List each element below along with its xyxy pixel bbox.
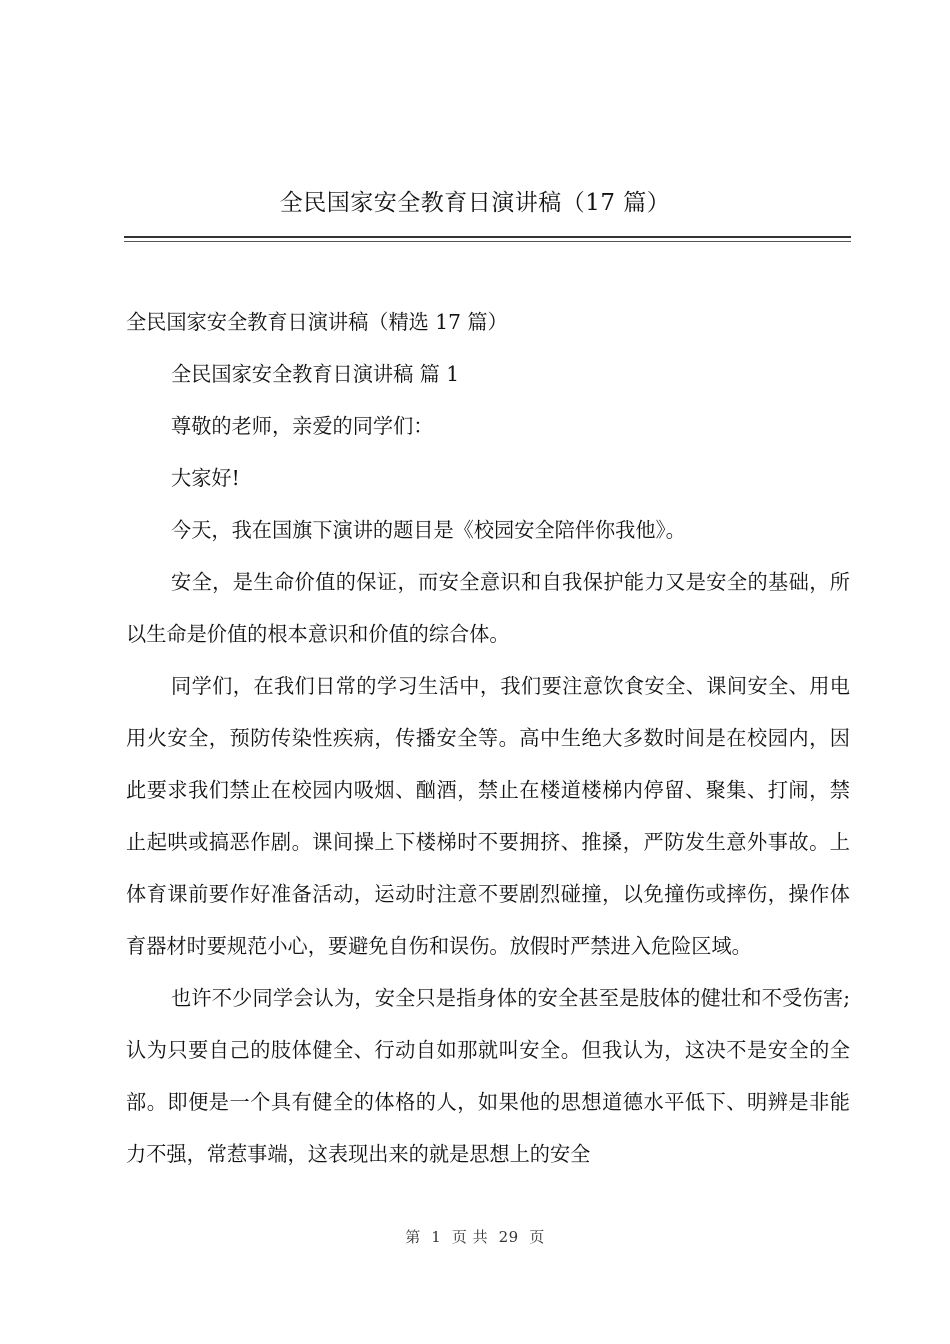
section-title: 全民国家安全教育日演讲稿 篇 1 bbox=[171, 362, 460, 386]
salutation-paragraph: 尊敬的老师，亲爱的同学们： bbox=[171, 414, 434, 438]
document-body bbox=[126, 296, 850, 1180]
title-divider-thin bbox=[124, 241, 851, 242]
body-paragraph: 也许不少同学会认为，安全只是指身体的安全甚至是肢体的健壮和不受伤害;认为只要自己的肢体健全、行动自如那就叫安全。但我认为，这决不是安全的全部。即便是一个具有健全的体格的人，如果他的思想道德水平低下、明辨是非能力不强，常惹事端，这表现出来的就是思想上的安全 bbox=[126, 986, 850, 1166]
page-number-footer: 第 1 页 共 29 页 bbox=[405, 1228, 545, 1246]
body-paragraph: 今天，我在国旗下演讲的题目是《校园安全陪伴你我他》。 bbox=[171, 518, 686, 542]
document-title: 全民国家安全教育日演讲稿（17 篇） bbox=[279, 190, 671, 216]
body-paragraph: 安全，是生命价值的保证，而安全意识和自我保护能力又是安全的基础，所以生命是价值的根本意识和价值的综合体。 bbox=[126, 570, 850, 646]
document-heading: 全民国家安全教育日演讲稿（精选 17 篇） bbox=[126, 310, 508, 334]
greeting-paragraph: 大家好! bbox=[171, 466, 240, 490]
body-paragraph: 同学们，在我们日常的学习生活中，我们要注意饮食安全、课间安全、用电用火安全，预防传染性疾病，传播安全等。高中生绝大多数时间是在校园内，因此要求我们禁止在校园内吸烟、酗酒，禁止在楼道楼梯内停留、聚集、打闹，禁止起哄或搞恶作剧。课间操上下楼梯时不要拥挤、推搡，严防发生意外事故。上体育课前要作好准备活动，运动时注意不要剧烈碰撞，以免撞伤或摔伤，操作体育器材时要规范小心，要避免自伤和误伤。放假时严禁进入危险区域。 bbox=[126, 674, 850, 958]
title-divider-thick bbox=[124, 236, 851, 238]
